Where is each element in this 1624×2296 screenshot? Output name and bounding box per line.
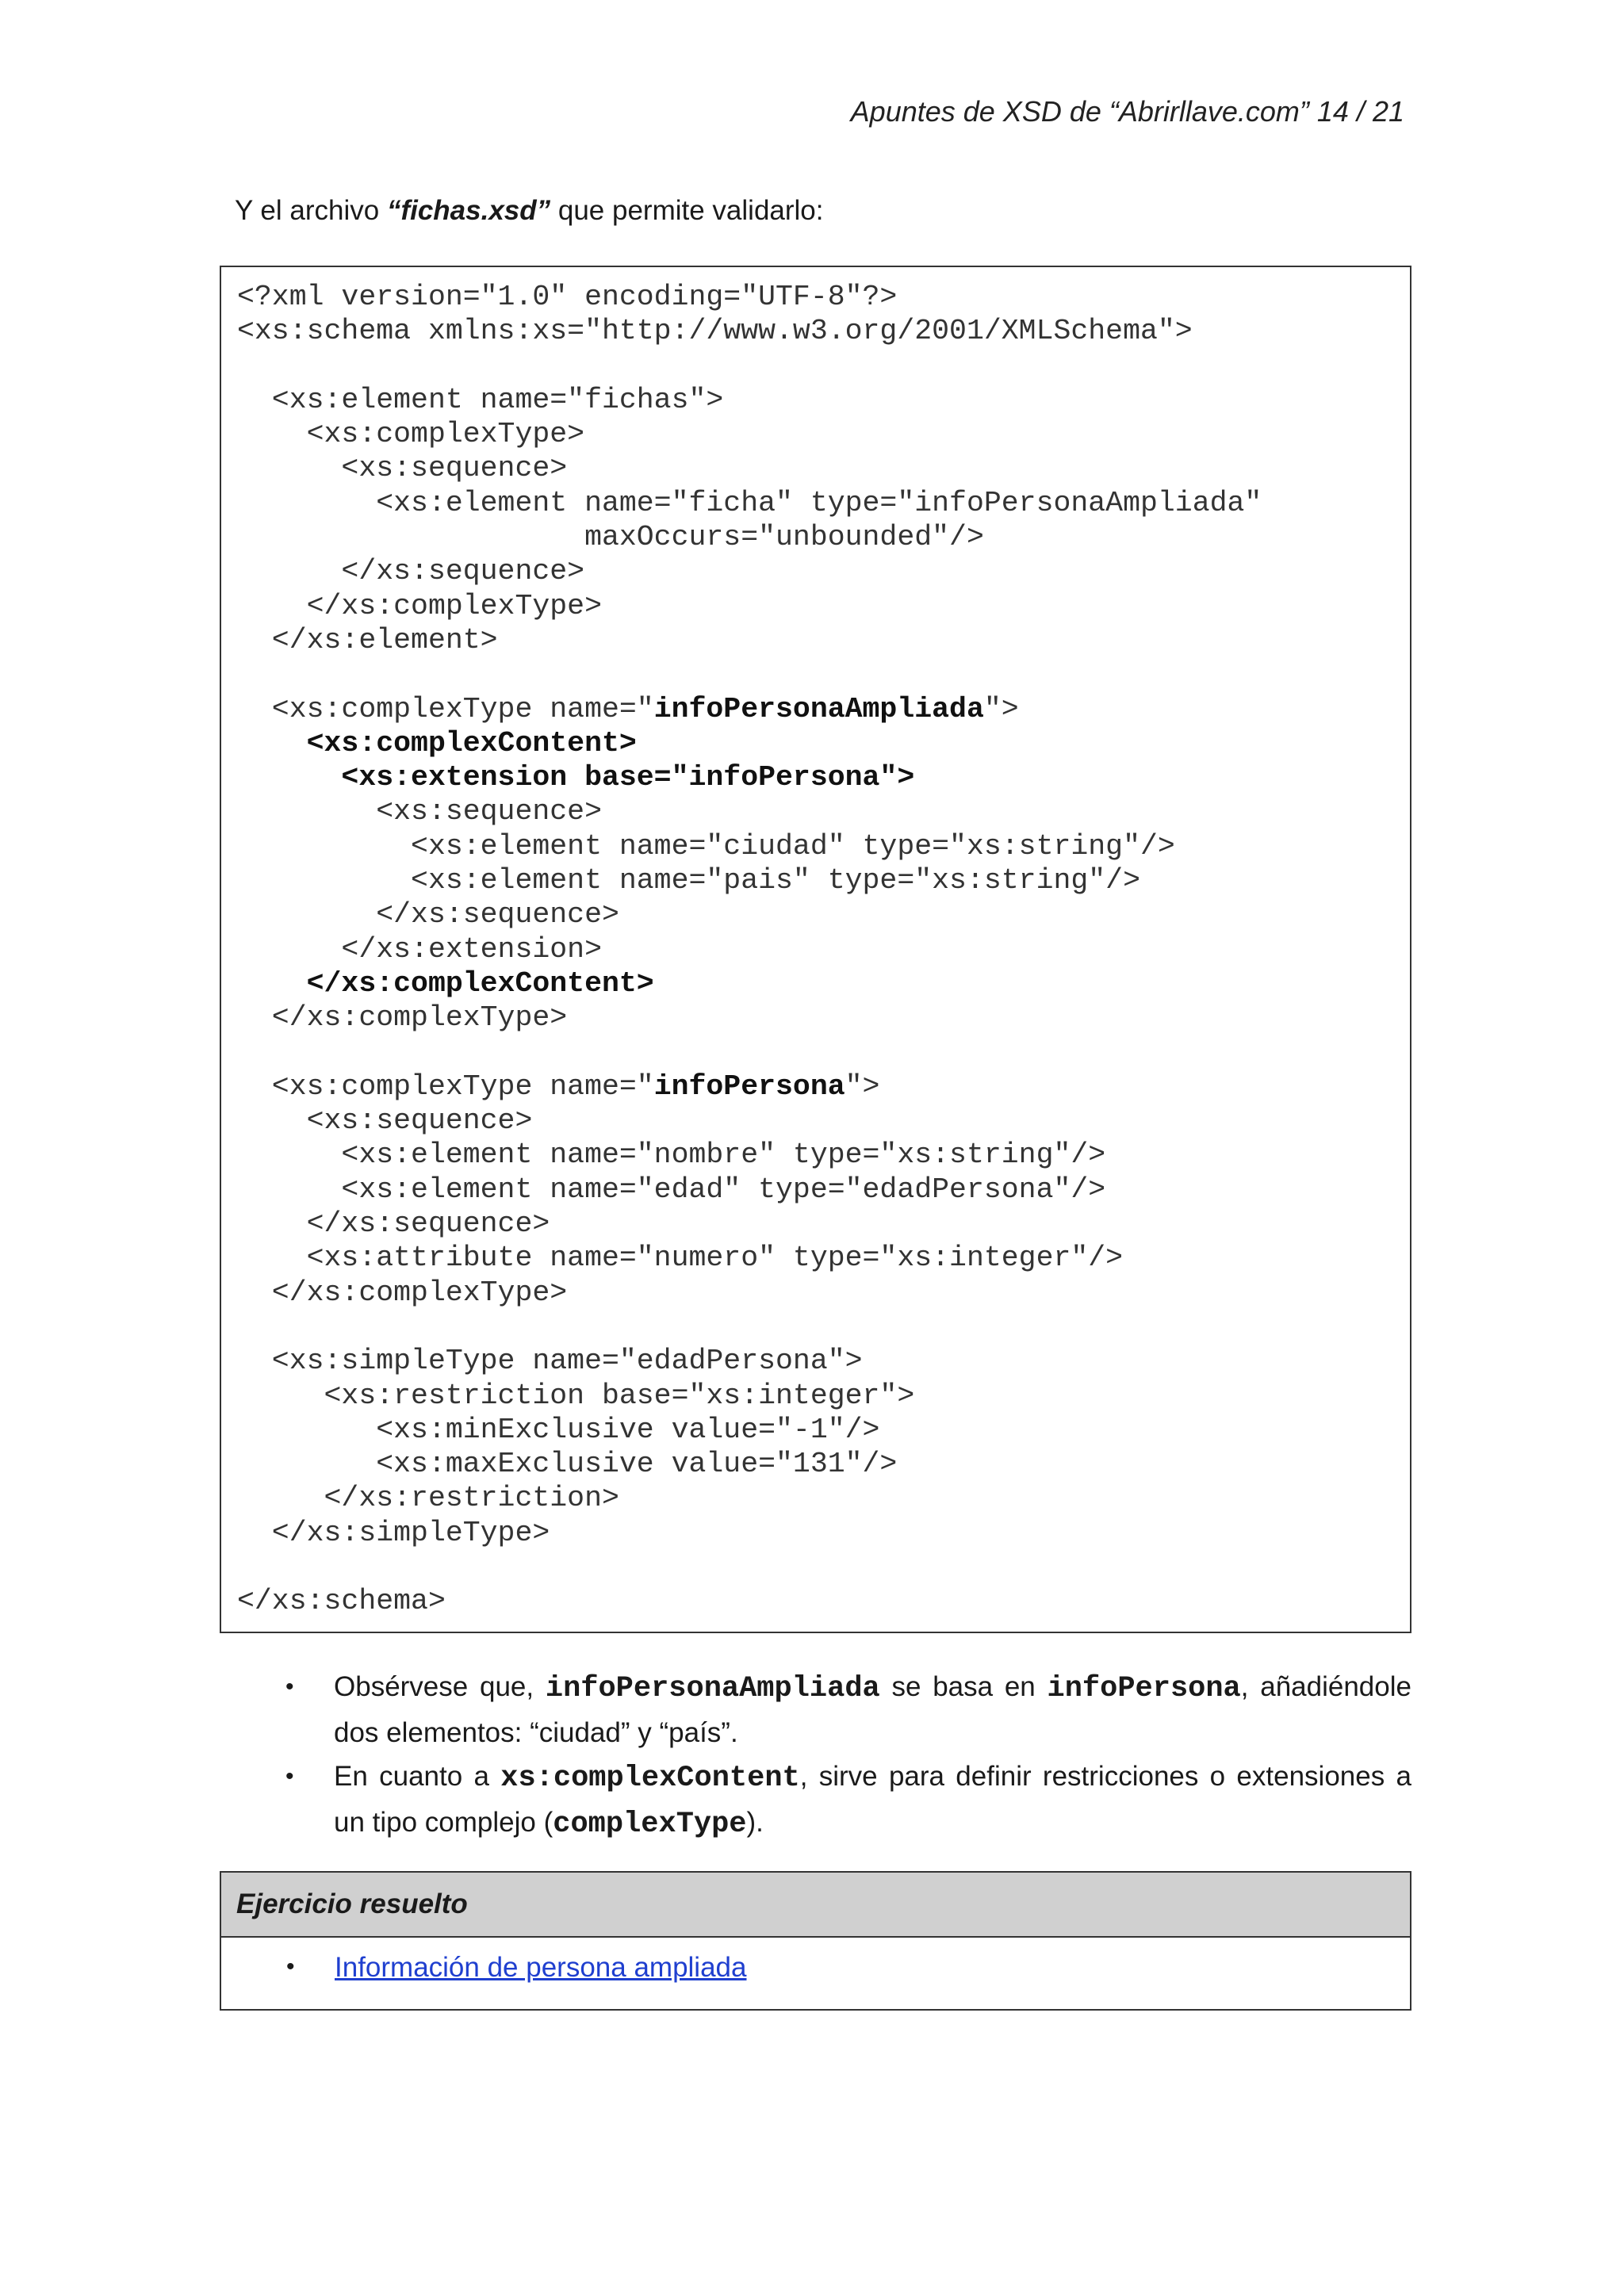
code-line: <xs:element name="pais" type="xs:string"/>: [237, 864, 1140, 897]
code-line: <xs:element name="nombre" type="xs:string"/>: [237, 1138, 1106, 1172]
bullet-text: , añadiéndole dos elementos: “ciudad” y “país”.: [334, 1671, 1411, 1748]
code-line-bold: </xs:complexContent>: [237, 966, 654, 1000]
code-line: <xs:minExclusive value="-1"/>: [237, 1413, 880, 1446]
code-line: <xs:complexType name=": [237, 692, 654, 725]
code-line: </xs:restriction>: [237, 1482, 619, 1515]
code-line: </xs:complexType>: [237, 1001, 568, 1035]
code-highlight: infoPersonaAmpliada: [653, 692, 984, 725]
code-line: </xs:simpleType>: [237, 1516, 550, 1549]
code-line: </xs:extension>: [237, 932, 602, 966]
code-line: </xs:sequence>: [237, 898, 619, 932]
code-line: <xs:element name="ficha" type="infoPersonaAmpliada": [237, 486, 1262, 519]
bullet-code: infoPersona: [1047, 1672, 1241, 1705]
intro-filename: “fichas.xsd”: [386, 195, 551, 226]
code-line: <xs:element name="fichas">: [237, 383, 724, 416]
bullet-code: xs:complexContent: [500, 1762, 800, 1795]
bullet-dot-icon: •: [285, 1763, 294, 1789]
bullet-item: [285, 1665, 1411, 1755]
code-line: <xs:complexType>: [237, 418, 585, 451]
code-box: [220, 266, 1411, 1633]
code-listing: [237, 280, 1262, 1619]
code-line: <xs:attribute name="numero" type="xs:integer"/>: [237, 1242, 1124, 1275]
code-line: <?xml version="1.0" encoding="UTF-8"?>: [237, 281, 898, 313]
code-line: </xs:sequence>: [237, 1207, 550, 1241]
bullet-text: Obsérvese que,: [334, 1671, 546, 1702]
code-line: </xs:schema>: [237, 1585, 446, 1618]
code-line: <xs:schema xmlns:xs="http://www.w3.org/2001/XMLSchema">: [237, 315, 1193, 348]
code-line: </xs:complexType>: [237, 1276, 568, 1309]
bullet-text: ).: [746, 1807, 764, 1838]
bullet-item: [285, 1755, 1411, 1846]
code-line: <xs:maxExclusive value="131"/>: [237, 1448, 898, 1481]
code-line: <xs:simpleType name="edadPersona">: [237, 1345, 863, 1378]
code-line: ">: [845, 1070, 880, 1103]
page-header: Apuntes de XSD de “Abrirllave.com” 14 / 21: [850, 95, 1404, 128]
code-line: <xs:sequence>: [237, 795, 602, 828]
code-line: <xs:sequence>: [237, 1104, 533, 1138]
exercise-link[interactable]: Información de persona ampliada: [335, 1952, 747, 1983]
exercise-box: [220, 1871, 1411, 2011]
code-line: ">: [983, 692, 1019, 725]
exercise-title: Ejercicio resuelto: [221, 1873, 1410, 1938]
exercise-body: [221, 1938, 1410, 2009]
bullet-code: complexType: [553, 1808, 747, 1841]
code-line: <xs:element name="ciudad" type="xs:string"/>: [237, 829, 1175, 863]
code-line: <xs:restriction base="xs:integer">: [237, 1379, 915, 1412]
bullet-text: En cuanto a: [334, 1761, 501, 1792]
code-line-bold: <xs:extension base="infoPersona">: [237, 761, 915, 794]
code-line: </xs:element>: [237, 623, 498, 656]
bullet-text: , sirve para definir restricciones o extensiones a un tipo complejo (: [334, 1761, 1411, 1838]
intro-paragraph: [235, 195, 824, 227]
code-line: <xs:element name="edad" type="edadPersona"/>: [237, 1173, 1106, 1206]
bullet-list: [285, 1665, 1411, 1846]
code-line-bold: <xs:complexContent>: [237, 726, 637, 760]
code-line: </xs:complexType>: [237, 589, 602, 622]
bullet-dot-icon: •: [285, 1674, 294, 1700]
code-line: <xs:complexType name=": [237, 1070, 654, 1103]
code-line: <xs:sequence>: [237, 452, 568, 485]
code-line: </xs:sequence>: [237, 555, 585, 588]
bullet-text: se basa en: [879, 1671, 1048, 1702]
code-line: maxOccurs="unbounded"/>: [237, 521, 984, 554]
intro-after: que permite validarlo:: [550, 195, 824, 226]
intro-before: Y el archivo: [235, 195, 387, 226]
bullet-code: infoPersonaAmpliada: [545, 1672, 880, 1705]
code-highlight: infoPersona: [653, 1070, 845, 1103]
bullet-dot-icon: •: [286, 1954, 295, 1980]
